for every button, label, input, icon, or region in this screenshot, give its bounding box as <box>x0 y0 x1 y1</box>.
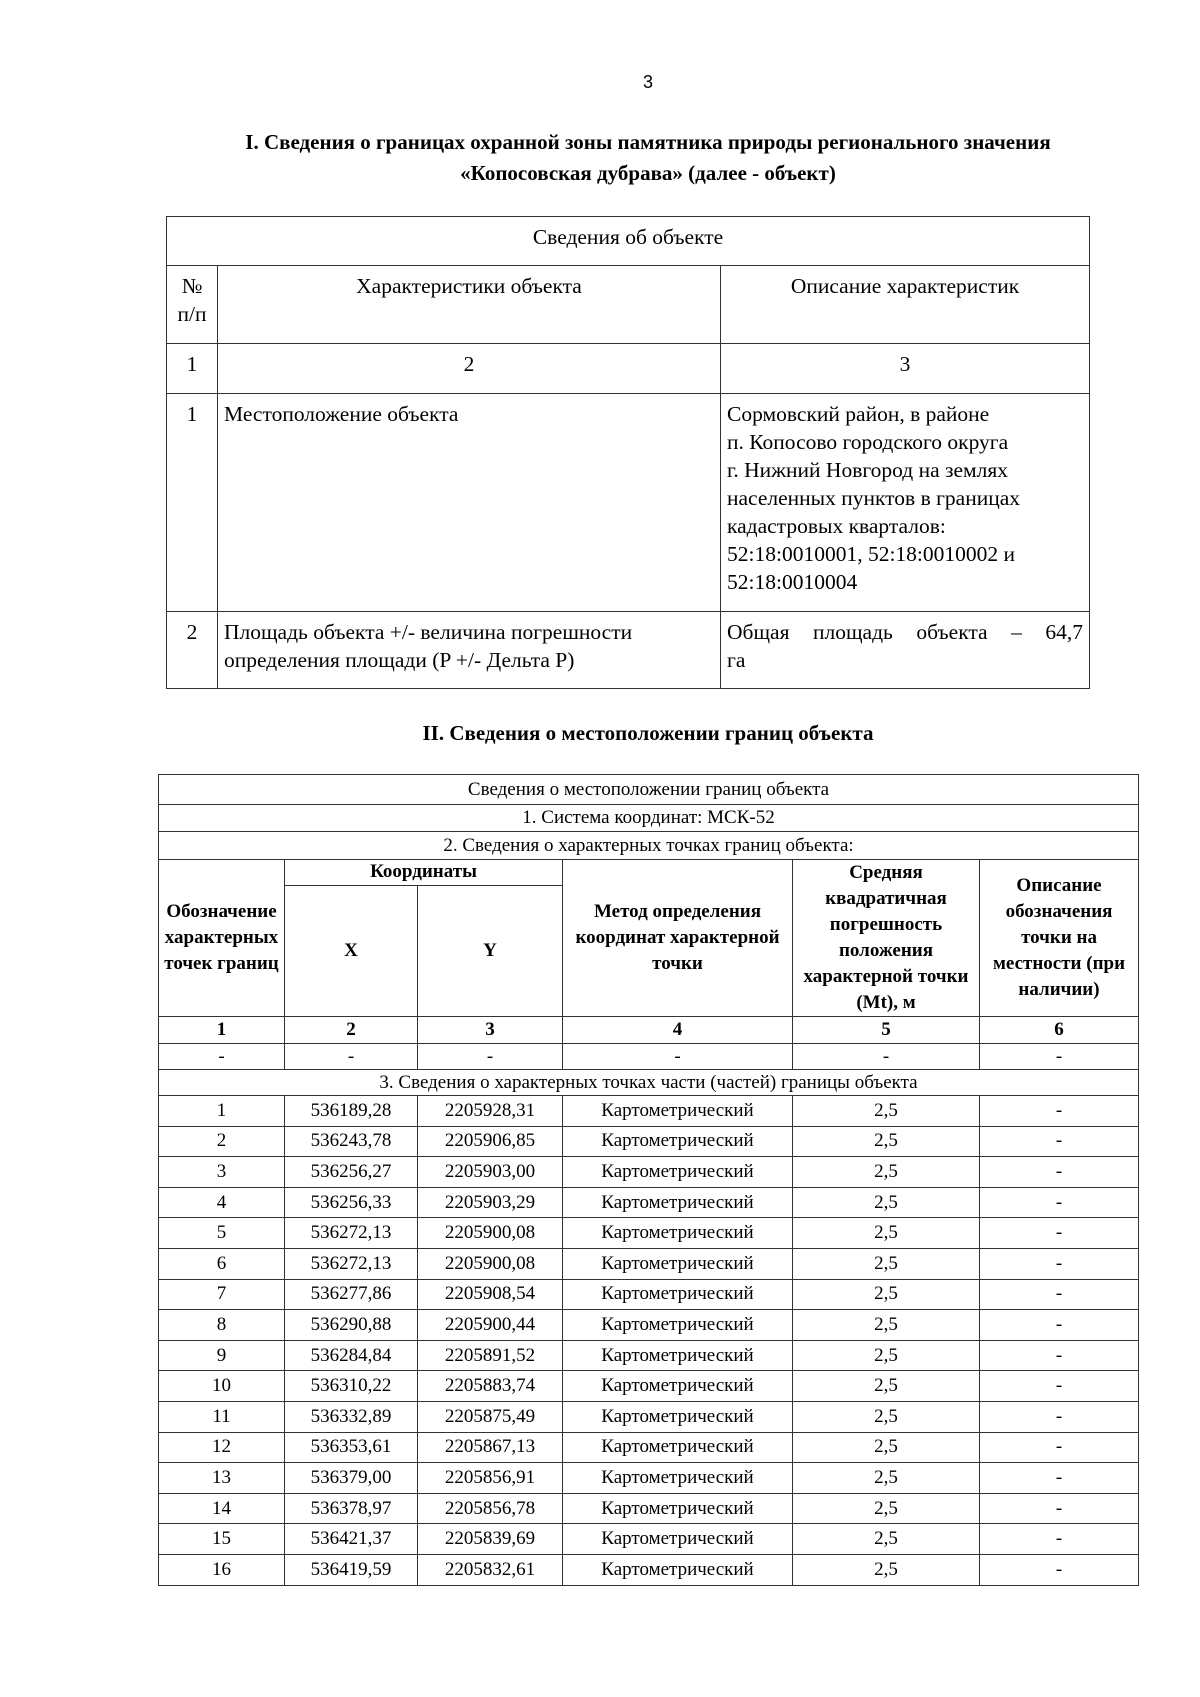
point-number: 5 <box>159 1218 285 1249</box>
point-description: - <box>980 1187 1139 1218</box>
point-description: - <box>980 1371 1139 1402</box>
point-error: 2,5 <box>793 1371 980 1402</box>
point-y: 2205856,91 <box>418 1463 563 1494</box>
point-y: 2205928,31 <box>418 1096 563 1127</box>
point-method: Картометрический <box>563 1371 793 1402</box>
table-row <box>159 1096 1139 1127</box>
point-x: 536277,86 <box>285 1279 418 1310</box>
point-y: 2205867,13 <box>418 1432 563 1463</box>
point-y: 2205900,44 <box>418 1310 563 1341</box>
table-caption: Сведения о местоположении границ объекта <box>159 775 1139 805</box>
point-number: 2 <box>159 1126 285 1157</box>
point-description: - <box>980 1310 1139 1341</box>
point-error: 2,5 <box>793 1432 980 1463</box>
header-description: Описание характеристик <box>721 266 1090 344</box>
point-x: 536419,59 <box>285 1554 418 1585</box>
point-x: 536310,22 <box>285 1371 418 1402</box>
header-x: X <box>285 885 418 1016</box>
point-x: 536353,61 <box>285 1432 418 1463</box>
point-method: Картометрический <box>563 1157 793 1188</box>
point-description: - <box>980 1554 1139 1585</box>
point-y: 2205903,29 <box>418 1187 563 1218</box>
point-error: 2,5 <box>793 1463 980 1494</box>
point-error: 2,5 <box>793 1340 980 1371</box>
desc-line: Общая площадь объекта – 64,7 <box>727 620 1084 644</box>
point-number: 13 <box>159 1463 285 1494</box>
point-method: Картометрический <box>563 1524 793 1555</box>
point-method: Картометрический <box>563 1554 793 1585</box>
point-y: 2205839,69 <box>418 1524 563 1555</box>
table-row <box>159 1463 1139 1494</box>
point-number: 3 <box>159 1157 285 1188</box>
point-y: 2205900,08 <box>418 1218 563 1249</box>
point-x: 536421,37 <box>285 1524 418 1555</box>
point-method: Картометрический <box>563 1248 793 1279</box>
point-description: - <box>980 1340 1139 1371</box>
table-row <box>159 1554 1139 1585</box>
point-number: 6 <box>159 1248 285 1279</box>
point-description: - <box>980 1248 1139 1279</box>
desc-line: кадастровых кварталов: <box>727 514 946 538</box>
point-x: 536256,27 <box>285 1157 418 1188</box>
point-method: Картометрический <box>563 1463 793 1494</box>
point-number: 11 <box>159 1401 285 1432</box>
point-number: 12 <box>159 1432 285 1463</box>
point-number: 7 <box>159 1279 285 1310</box>
table-row <box>159 1218 1139 1249</box>
point-description: - <box>980 1493 1139 1524</box>
page-number: 3 <box>642 72 653 92</box>
desc-line: населенных пунктов в границах <box>727 486 1021 510</box>
name-line: Площадь объекта +/- величина погрешности <box>224 620 633 644</box>
col-number: 6 <box>980 1017 1139 1044</box>
point-method: Картометрический <box>563 1310 793 1341</box>
points-caption: 2. Сведения о характерных точках границ объекта: <box>159 832 1139 860</box>
point-error: 2,5 <box>793 1279 980 1310</box>
point-y: 2205856,78 <box>418 1493 563 1524</box>
section1-title-line1: I. Сведения о границах охранной зоны памятника природы регионального значения <box>245 130 1051 154</box>
col-number: 3 <box>721 344 1090 394</box>
point-x: 536243,78 <box>285 1126 418 1157</box>
point-description: - <box>980 1401 1139 1432</box>
col-number: 2 <box>285 1017 418 1044</box>
point-method: Картометрический <box>563 1340 793 1371</box>
point-y: 2205908,54 <box>418 1279 563 1310</box>
table-row <box>167 612 1090 689</box>
header-error: Средняя квадратичная погрешность положения характерной точки (Mt), м <box>793 860 980 1017</box>
point-method: Картометрический <box>563 1218 793 1249</box>
point-error: 2,5 <box>793 1524 980 1555</box>
desc-line: Сормовский район, в районе <box>727 402 990 426</box>
table-row <box>159 1432 1139 1463</box>
table-row <box>159 1493 1139 1524</box>
col-number: 4 <box>563 1017 793 1044</box>
header-number: № п/п <box>167 266 218 344</box>
point-method: Картометрический <box>563 1126 793 1157</box>
section1-title-line2: «Копосовская дубрава» (далее - объект) <box>460 161 836 185</box>
col-number: 5 <box>793 1017 980 1044</box>
empty-cell: - <box>285 1044 418 1070</box>
point-method: Картометрический <box>563 1432 793 1463</box>
point-x: 536256,33 <box>285 1187 418 1218</box>
point-x: 536290,88 <box>285 1310 418 1341</box>
point-description: - <box>980 1279 1139 1310</box>
empty-cell: - <box>980 1044 1139 1070</box>
point-number: 16 <box>159 1554 285 1585</box>
point-number: 15 <box>159 1524 285 1555</box>
point-x: 536189,28 <box>285 1096 418 1127</box>
name-line: определения площади (P +/- Дельта P) <box>224 648 575 672</box>
point-x: 536378,97 <box>285 1493 418 1524</box>
point-x: 536284,84 <box>285 1340 418 1371</box>
point-error: 2,5 <box>793 1554 980 1585</box>
row-number: 2 <box>167 612 218 689</box>
empty-cell: - <box>563 1044 793 1070</box>
empty-cell: - <box>159 1044 285 1070</box>
boundary-points-table <box>158 774 1139 1586</box>
row-name: Местоположение объекта <box>218 394 721 612</box>
point-error: 2,5 <box>793 1218 980 1249</box>
point-description: - <box>980 1157 1139 1188</box>
point-y: 2205900,08 <box>418 1248 563 1279</box>
point-error: 2,5 <box>793 1187 980 1218</box>
point-error: 2,5 <box>793 1096 980 1127</box>
table-row <box>159 1187 1139 1218</box>
table-row <box>159 1371 1139 1402</box>
point-x: 536272,13 <box>285 1248 418 1279</box>
point-description: - <box>980 1096 1139 1127</box>
point-number: 10 <box>159 1371 285 1402</box>
point-error: 2,5 <box>793 1157 980 1188</box>
point-error: 2,5 <box>793 1126 980 1157</box>
point-number: 14 <box>159 1493 285 1524</box>
table-caption: Сведения об объекте <box>167 217 1090 266</box>
section2-title: II. Сведения о местоположении границ объекта <box>422 721 874 745</box>
table-row <box>159 1157 1139 1188</box>
point-error: 2,5 <box>793 1493 980 1524</box>
point-description: - <box>980 1524 1139 1555</box>
desc-line: 52:18:0010004 <box>727 570 858 594</box>
row-name <box>218 612 721 689</box>
col-number: 2 <box>218 344 721 394</box>
desc-line: га <box>727 648 746 672</box>
point-number: 4 <box>159 1187 285 1218</box>
object-info-table <box>166 216 1090 689</box>
point-y: 2205832,61 <box>418 1554 563 1585</box>
row-number: 1 <box>167 394 218 612</box>
point-method: Картометрический <box>563 1401 793 1432</box>
header-method: Метод определения координат характерной точки <box>563 860 793 1017</box>
header-characteristics: Характеристики объекта <box>218 266 721 344</box>
empty-cell: - <box>793 1044 980 1070</box>
point-error: 2,5 <box>793 1310 980 1341</box>
point-description: - <box>980 1218 1139 1249</box>
table-row <box>159 1126 1139 1157</box>
desc-line: п. Копосово городского округа <box>727 430 1009 454</box>
table-row <box>159 1310 1139 1341</box>
point-x: 536332,89 <box>285 1401 418 1432</box>
point-description: - <box>980 1432 1139 1463</box>
point-method: Картометрический <box>563 1096 793 1127</box>
point-y: 2205891,52 <box>418 1340 563 1371</box>
point-y: 2205906,85 <box>418 1126 563 1157</box>
table-row <box>159 1401 1139 1432</box>
table-row <box>159 1279 1139 1310</box>
point-number: 1 <box>159 1096 285 1127</box>
point-x: 536272,13 <box>285 1218 418 1249</box>
desc-line: г. Нижний Новгород на землях <box>727 458 1009 482</box>
col-number: 1 <box>159 1017 285 1044</box>
col-number: 3 <box>418 1017 563 1044</box>
point-x: 536379,00 <box>285 1463 418 1494</box>
table-row <box>159 1248 1139 1279</box>
point-error: 2,5 <box>793 1248 980 1279</box>
point-method: Картометрический <box>563 1493 793 1524</box>
table-row <box>159 1524 1139 1555</box>
point-number: 8 <box>159 1310 285 1341</box>
parts-caption: 3. Сведения о характерных точках части (частей) границы объекта <box>159 1070 1139 1096</box>
header-y: Y <box>418 885 563 1016</box>
point-description: - <box>980 1126 1139 1157</box>
row-description <box>721 612 1090 689</box>
point-method: Картометрический <box>563 1187 793 1218</box>
row-description <box>721 394 1090 612</box>
point-y: 2205903,00 <box>418 1157 563 1188</box>
desc-line: 52:18:0010001, 52:18:0010002 и <box>727 542 1016 566</box>
point-method: Картометрический <box>563 1279 793 1310</box>
point-number: 9 <box>159 1340 285 1371</box>
header-designation: Обозначение характерных точек границ <box>159 860 285 1017</box>
coordinate-system: 1. Система координат: МСК-52 <box>159 805 1139 832</box>
point-y: 2205883,74 <box>418 1371 563 1402</box>
header-description: Описание обозначения точки на местности (при наличии) <box>980 860 1139 1017</box>
col-number: 1 <box>167 344 218 394</box>
point-y: 2205875,49 <box>418 1401 563 1432</box>
point-error: 2,5 <box>793 1401 980 1432</box>
table-row <box>159 1340 1139 1371</box>
table-row <box>167 394 1090 612</box>
empty-cell: - <box>418 1044 563 1070</box>
header-coordinates: Координаты <box>285 860 563 886</box>
point-description: - <box>980 1463 1139 1494</box>
